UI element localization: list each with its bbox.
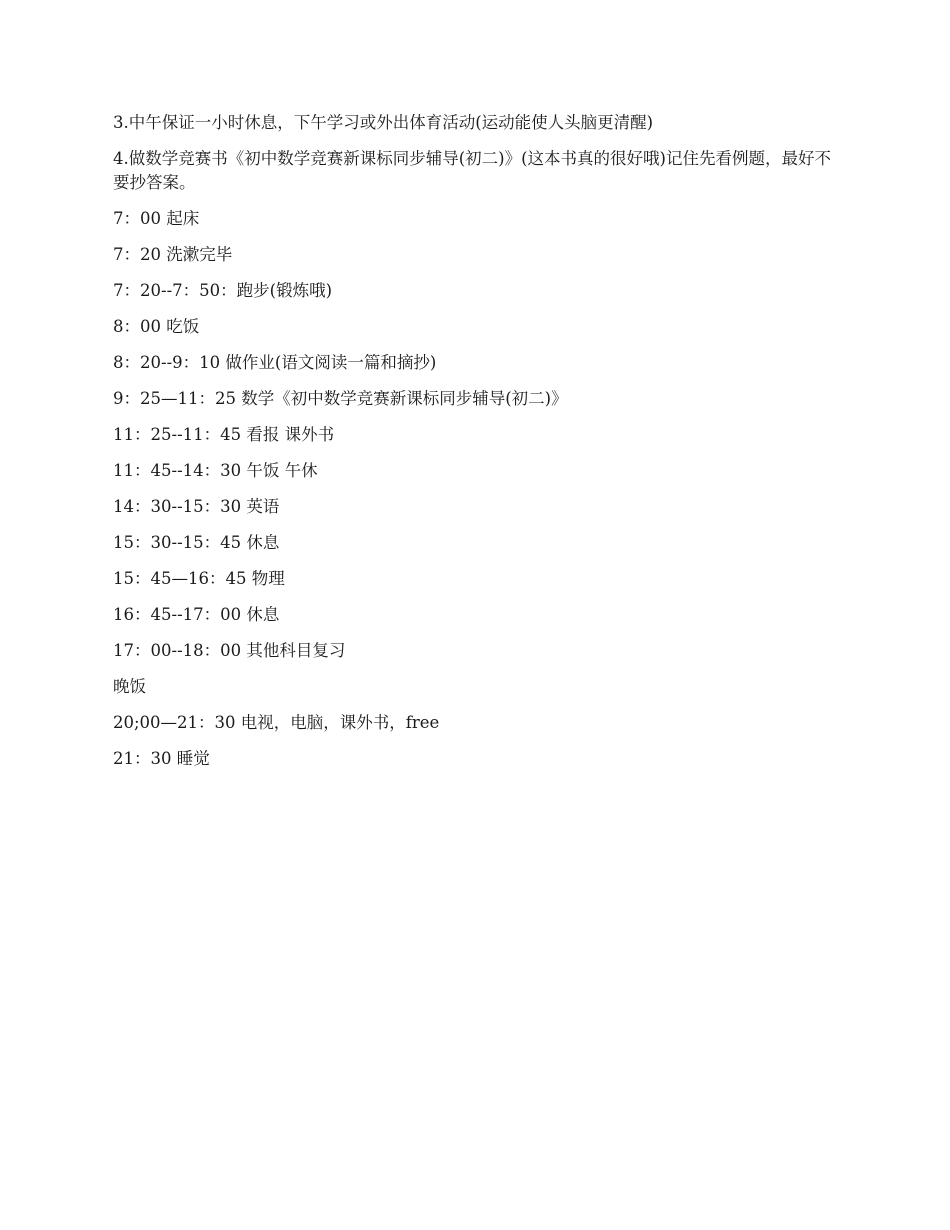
schedule-item: 21：30 睡觉 [113,749,210,768]
schedule-item: 16：45--17：00 休息 [113,605,280,624]
schedule-item: 晚饭 [113,677,146,696]
schedule-item: 14：30--15：30 英语 [113,497,280,516]
schedule-item: 7：20--7：50：跑步(锻炼哦) [113,281,333,300]
paragraph-math-book: 4.做数学竞赛书《初中数学竞赛新课标同步辅导(初二)》(这本书真的很好哦)记住先看例题，最好不要抄答案。 [113,149,831,192]
schedule-item: 11：45--14：30 午饭 午休 [113,461,318,480]
paragraph-noon-rest: 3.中午保证一小时休息，下午学习或外出体育活动(运动能使人头脑更清醒) [113,113,654,132]
schedule-item: 8：00 吃饭 [113,317,200,336]
schedule-item: 17：00--18：00 其他科目复习 [113,641,346,660]
schedule-item: 9：25—11：25 数学《初中数学竞赛新课标同步辅导(初二)》 [113,389,568,408]
schedule-item: 15：45—16：45 物理 [113,569,285,588]
schedule-list [113,207,833,771]
schedule-item: 8：20--9：10 做作业(语文阅读一篇和摘抄) [113,353,437,372]
schedule-item: 7：00 起床 [113,209,200,228]
schedule-item: 20;00—21：30 电视，电脑，课外书，free [113,713,440,732]
schedule-item: 7：20 洗漱完毕 [113,245,233,264]
schedule-item: 15：30--15：45 休息 [113,533,280,552]
document-body [113,111,833,783]
schedule-item: 11：25--11：45 看报 课外书 [113,425,335,444]
